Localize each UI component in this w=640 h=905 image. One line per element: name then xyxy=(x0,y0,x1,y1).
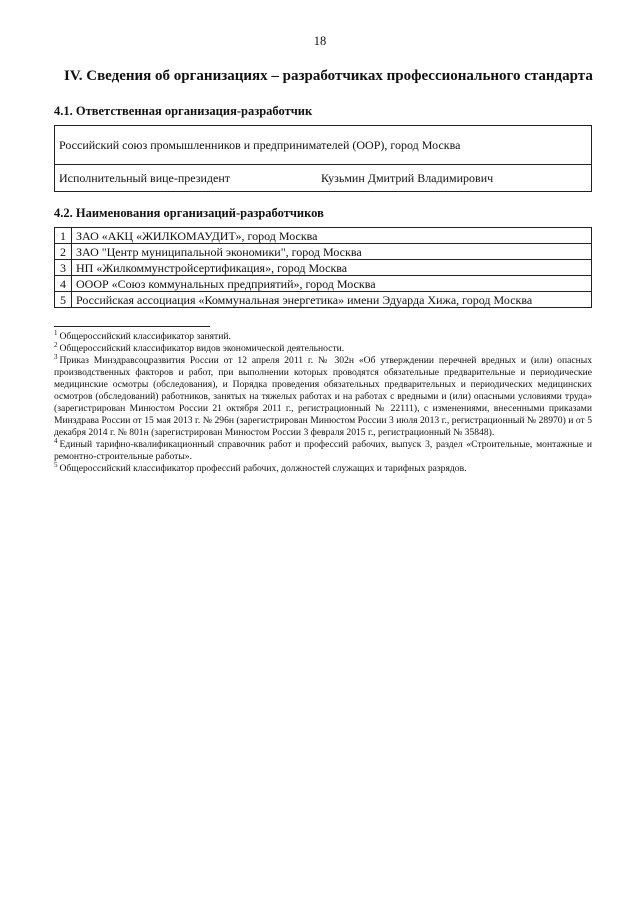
table-row xyxy=(55,276,592,292)
footnote-text: Приказ Минздравсоцразвития России от 12 апреля 2011 г. № 302н «Об утверждении перечней вредных и (или) опасных производственных факторов и работ, при выполнении которых проводятся обязательные предварительные и периодические медицинские осмотры (обследования), и Порядка проведения обязательных предварительных и периодических медицинских осмотров (обследований) работников, занятых на тяжелых работах и на работах с вредными и (или) опасными условиями труда» (зарегистрирован Минюстом России 21 октября 2011 г., регистрационный № 22111), с изменениями, внесенными приказами Минздрава России от 15 мая 2013 г. № 296н (зарегистрирован Минюстом России 3 июля 2013 г., регистрационный № 28970) и от 5 декабря 2014 г. № 801н (зарегистрирован Минюстом России 3 февраля 2015 г., регистрационный № 35848). xyxy=(54,355,592,438)
row-number: 4 xyxy=(55,276,72,292)
footnote-mark: 5 xyxy=(54,460,58,469)
responsible-organization-table xyxy=(54,125,592,192)
developer-name: ОООР «Союз коммунальных предприятий», город Москва xyxy=(72,276,592,292)
developer-name: ЗАО «АКЦ «ЖИЛКОМАУДИТ», город Москва xyxy=(72,228,592,244)
table-row xyxy=(55,244,592,260)
footnote xyxy=(54,436,592,463)
developers-table xyxy=(54,227,592,308)
table-row xyxy=(55,228,592,244)
row-number: 5 xyxy=(55,292,72,308)
footnotes xyxy=(54,328,592,475)
footnote-mark: 2 xyxy=(54,340,58,349)
footnote-text: Общероссийский классификатор видов экономической деятельности. xyxy=(59,343,345,354)
row-number: 2 xyxy=(55,244,72,260)
section-title: IV. Сведения об организациях – разработчиках профессионального стандарта xyxy=(64,68,593,84)
responsible-organization-name: Российский союз промышленников и предпринимателей (ООР), город Москва xyxy=(59,137,461,152)
footnote-mark: 4 xyxy=(54,436,58,445)
row-number: 3 xyxy=(55,260,72,276)
footnote-text: Единый тарифно-квалификационный справочник работ и профессий рабочих, выпуск 3, раздел «Строительные, монтажные и ремонтно-строительные работы». xyxy=(54,439,592,462)
signatory-name: Кузьмин Дмитрий Владимирович xyxy=(321,170,494,185)
footnote xyxy=(54,328,592,343)
responsible-heading: 4.1. Ответственная организация-разработчик xyxy=(54,104,313,118)
developer-name: ЗАО "Центр муниципальной экономики", город Москва xyxy=(72,244,592,260)
footnote xyxy=(54,340,592,355)
row-number: 1 xyxy=(55,228,72,244)
developers-heading: 4.2. Наименования организаций-разработчиков xyxy=(54,206,324,220)
signatory-position: Исполнительный вице-президент xyxy=(59,170,231,185)
responsible-organization-cell xyxy=(55,126,592,165)
footnote-divider xyxy=(54,326,210,327)
footnote xyxy=(54,352,592,439)
footnote-text: Общероссийский классификатор занятий. xyxy=(59,331,231,342)
table-row xyxy=(55,292,592,308)
footnote-mark: 1 xyxy=(54,328,58,337)
page-number: 18 xyxy=(313,34,327,48)
developer-name: Российская ассоциация «Коммунальная энергетика» имени Эдуарда Хижа, город Москва xyxy=(72,292,592,308)
table-row xyxy=(55,260,592,276)
footnote-mark: 3 xyxy=(54,352,58,361)
footnote-text: Общероссийский классификатор профессий рабочих, должностей служащих и тарифных разрядов. xyxy=(59,463,467,474)
developer-name: НП «Жилкоммунстройсертификация», город Москва xyxy=(72,260,592,276)
footnote xyxy=(54,460,592,475)
signatory-cell xyxy=(55,165,592,192)
